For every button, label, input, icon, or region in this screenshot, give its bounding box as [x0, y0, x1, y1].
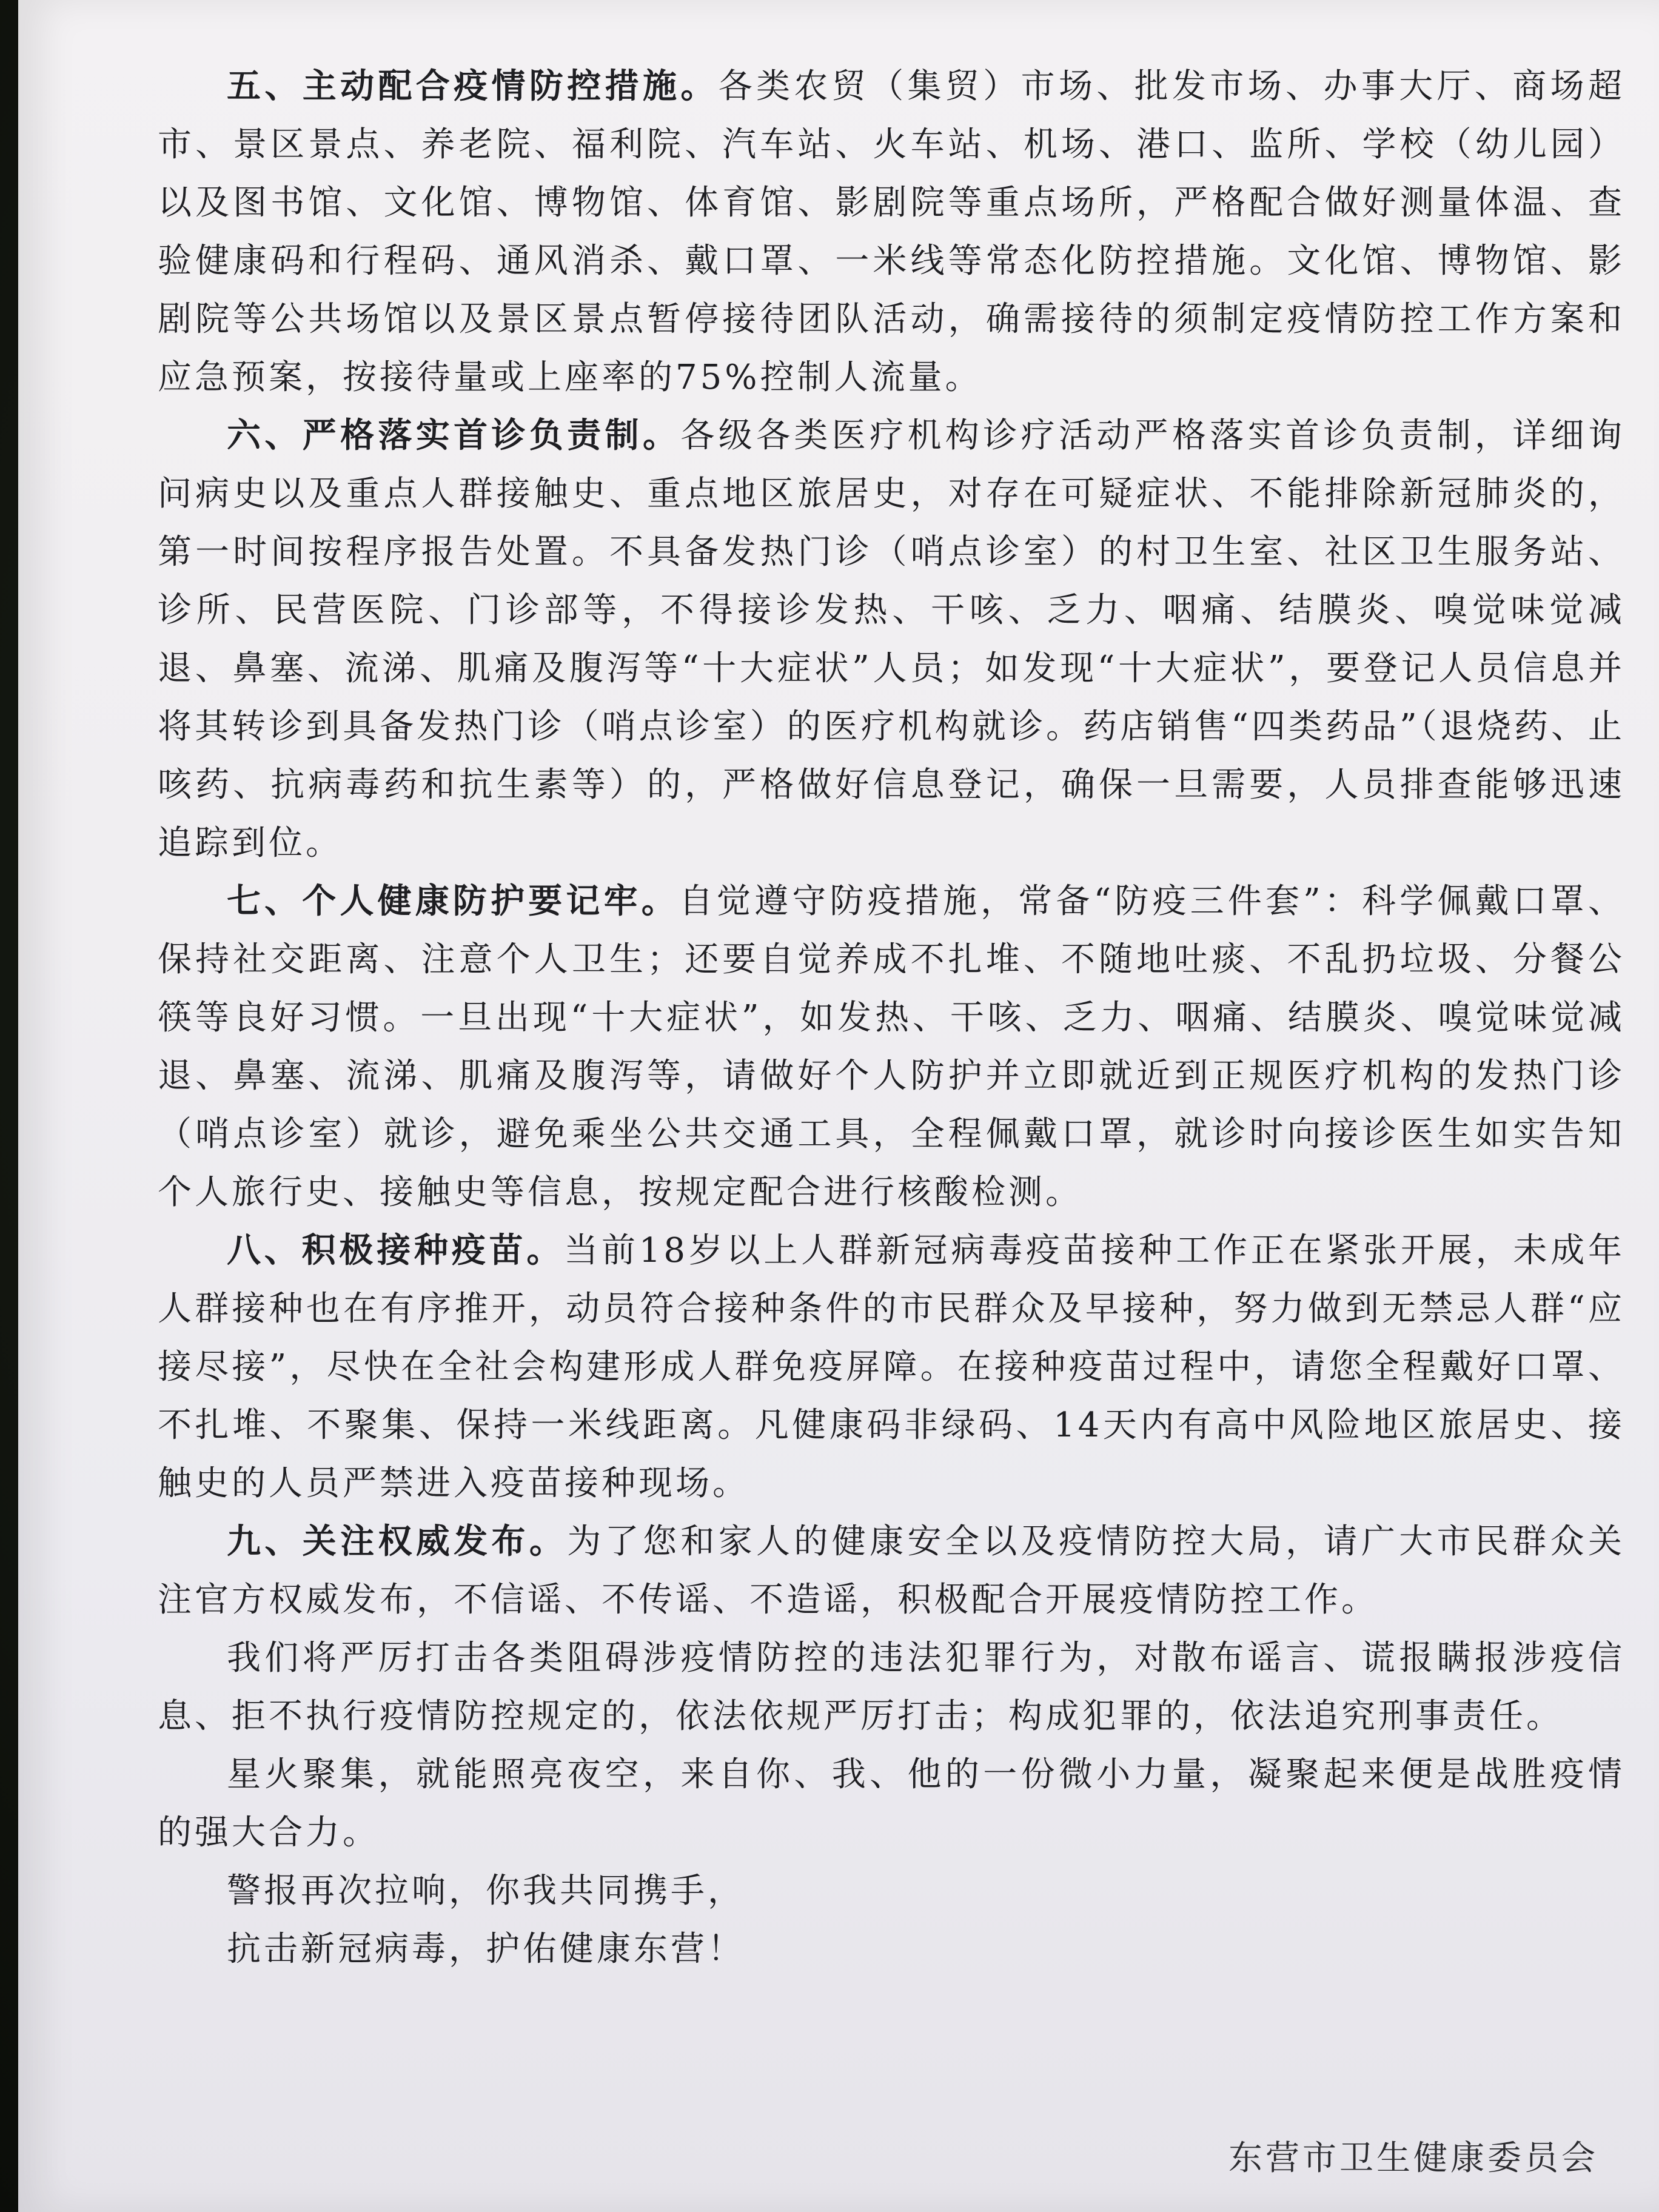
- section-9-body: 为了您和家人的健康安全以及疫情防控大局，请广大市民群众关注官方权威发布，不信谣、不传谣、不造谣，积极配合开展疫情防控工作。: [158, 1522, 1626, 1620]
- closing-line-1: 警报再次拉响，你我共同携手，: [227, 1871, 745, 1911]
- section-5-body: 各类农贸（集贸）市场、批发市场、办事大厅、商场超市、景区景点、养老院、福利院、汽车站、火车站、机场、港口、监所、学校（幼儿园）以及图书馆、文化馆、博物馆、体育馆、影剧院等重点场所，严格配合做好测量体温、查验健康码和行程码、通风消杀、戴口罩、一米线等常态化防控措施。文化馆、博物馆、影剧院等公共场馆以及景区景点暂停接待团队活动，确需接待的须制定疫情防控工作方案和应急预案，按接待量或上座率的75%控制人流量。: [158, 67, 1626, 397]
- issuer-signature: 东营市卫生健康委员会: [1228, 2139, 1598, 2178]
- crime-paragraph: 我们将严厉打击各类阻碍涉疫情防控的违法犯罪行为，对散布谣言、谎报瞒报涉疫信息、拒不执行疫情防控规定的，依法依规严厉打击；构成犯罪的，依法追究刑事责任。: [158, 1638, 1625, 1736]
- section-6-body: 各级各类医疗机构诊疗活动严格落实首诊负责制，详细询问病史以及重点人群接触史、重点地区旅居史，对存在可疑症状、不能排除新冠肺炎的，第一时间按程序报告处置。不具备发热门诊（哨点诊室）的村卫生室、社区卫生服务站、诊所、民营医院、门诊部等，不得接诊发热、干咳、乏力、咽痛、结膜炎、嗅觉味觉减退、鼻塞、流涕、肌痛及腹泻等“十大症状”人员；如发现“十大症状”，要登记人员信息并将其转诊到具备发热门诊（哨点诊室）的医疗机构就诊。药店销售“四类药品”（退烧药、止咳药、抗病毒药和抗生素等）的，严格做好信息登记，确保一旦需要，人员排查能够迅速追踪到位。: [158, 416, 1626, 863]
- document-body: [158, 58, 1625, 1979]
- section-8: [158, 1222, 1625, 1513]
- section-8-heading: 八、积极接种疫苗。: [227, 1231, 565, 1270]
- section-5: [158, 58, 1625, 407]
- section-9: [158, 1513, 1625, 1629]
- section-6: [158, 407, 1625, 873]
- section-8-body: 当前18岁以上人群新冠病毒疫苗接种工作正在紧张开展，未成年人群接种也在有序推开，动员符合接种条件的市民群众及早接种，努力做到无禁忌人群“应接尽接”，尽快在全社会构建形成人群免疫屏障。在接种疫苗过程中，请您全程戴好口罩、不扎堆、不聚集、保持一米线距离。凡健康码非绿码、14天内有高中风险地区旅居史、接触史的人员严禁进入疫苗接种现场。: [158, 1231, 1625, 1503]
- section-5-heading: 五、主动配合疫情防控措施。: [227, 67, 719, 106]
- paper-sheet: [18, 0, 1659, 2212]
- section-7-body: 自觉遵守防疫措施，常备“防疫三件套”：科学佩戴口罩、保持社交距离、注意个人卫生；还要自觉养成不扎堆、不随地吐痰、不乱扔垃圾、分餐公筷等良好习惯。一旦出现“十大症状”，如发热、干咳、乏力、咽痛、结膜炎、嗅觉味觉减退、鼻塞、流涕、肌痛及腹泻等，请做好个人防护并立即就近到正规医疗机构的发热门诊（哨点诊室）就诊，避免乘坐公共交通工具，全程佩戴口罩，就诊时向接诊医生如实告知个人旅行史、接触史等信息，按规定配合进行核酸检测。: [158, 882, 1626, 1212]
- section-7: [158, 873, 1625, 1222]
- section-7-heading: 七、个人健康防护要记牢。: [227, 882, 679, 921]
- closing-line-2: 抗击新冠病毒，护佑健康东营！: [227, 1929, 745, 1969]
- section-6-heading: 六、严格落实首诊负责制。: [227, 416, 681, 455]
- spark-paragraph: 星火聚集，就能照亮夜空，来自你、我、他的一份微小力量，凝聚起来便是战胜疫情的强大合力。: [158, 1755, 1625, 1852]
- section-9-heading: 九、关注权威发布。: [227, 1522, 568, 1561]
